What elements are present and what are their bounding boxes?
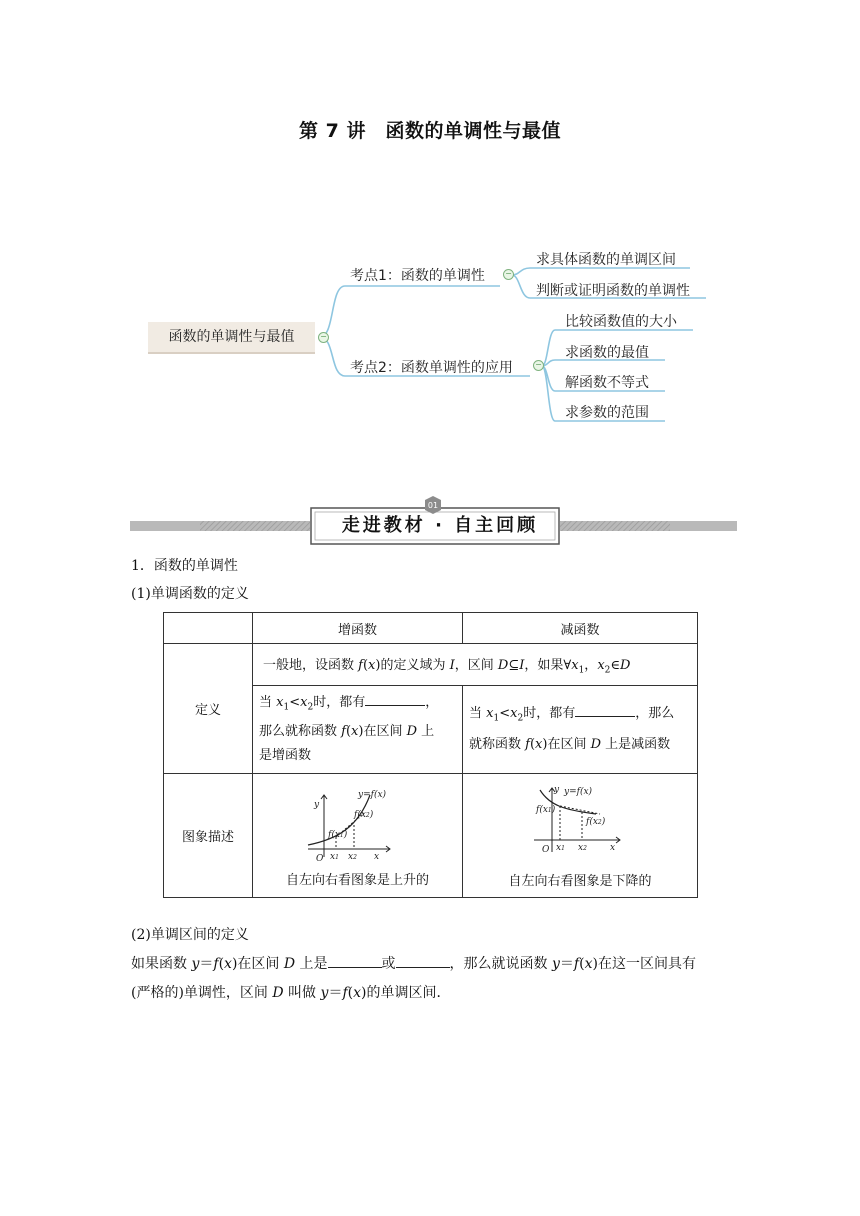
row-header-definition: 定义 [164,644,253,774]
svg-text:y: y [313,800,319,810]
svg-text:x2: x2 [347,852,357,862]
svg-text:f(x1): f(x1) [536,805,556,815]
svg-text:x: x [373,852,379,862]
svg-text:x: x [610,843,616,853]
heading-1-2: (2)单调区间的定义 [131,927,249,943]
heading-1-1: (1)单调函数的定义 [131,586,249,602]
definition-decreasing: 当 $x_1<x_2$时，都有 ，那么 就称函数 f(x)在区间 D 上是减函数 [463,686,698,774]
definition-table [163,612,698,898]
decreasing-graph [520,784,640,864]
mindmap-leaf: 解函数不等式 [565,375,649,391]
svg-text:O: O [315,854,323,864]
col-header-decreasing: 减函数 [463,613,698,644]
section-badge: 01 [427,501,439,510]
mindmap-leaf: 求具体函数的单调区间 [536,252,676,268]
section-banner [0,0,860,560]
collapse-icon: − [503,269,514,280]
definition-increasing: 当 $x_1<x_2$时，都有 ， 那么就称函数 f(x)在区间 D 上 是增函数 [253,686,463,774]
page-title: 第 7 讲 函数的单调性与最值 [299,120,561,142]
svg-text:f(x1): f(x1) [327,830,347,840]
row-header-graph: 图象描述 [164,774,253,898]
graph-increasing-caption: 自左向右看图象是上升的 [285,873,429,888]
collapse-icon: − [318,332,329,343]
svg-text:O: O [542,845,550,855]
heading-1: 1．函数的单调性 [131,558,238,574]
graph-decreasing-caption: 自左向右看图象是下降的 [508,874,652,889]
svg-text:y: y [554,785,560,795]
interval-definition-line1: 如果函数 y＝f(x)在区间 D 上是 或 ，那么就说函数 y＝f(x)在这一区间具有 [131,956,696,972]
mindmap-branch-1: 考点1：函数的单调性 [350,268,485,284]
svg-text:y=f(x): y=f(x) [357,790,386,800]
mindmap-root: 函数的单调性与最值 [148,322,315,352]
svg-text:f(x2): f(x2) [353,810,373,820]
definition-common-text: 一般地，设函数 f(x)的定义域为 I，区间 D⊆I，如果$\forall x_1$，$x_2\in D$ [253,644,698,686]
mindmap-leaf: 比较函数值的大小 [565,314,677,330]
col-header-increasing: 增函数 [253,613,463,644]
svg-text:x1: x1 [556,843,565,853]
collapse-icon: − [533,360,544,371]
svg-text:f(x2): f(x2) [586,817,606,827]
table-corner-cell [164,613,253,644]
mindmap-branch-2: 考点2：函数单调性的应用 [350,360,513,376]
svg-text:y=f(x): y=f(x) [564,787,593,797]
mindmap-leaf: 判断或证明函数的单调性 [536,283,690,299]
svg-text:x2: x2 [578,843,587,853]
mindmap-leaf: 求函数的最值 [565,345,649,361]
increasing-graph [298,787,418,867]
mindmap-leaf: 求参数的范围 [565,405,649,421]
svg-text:x1: x1 [329,852,339,862]
graph-decreasing-cell [463,774,698,898]
graph-increasing-cell [253,774,463,898]
section-title: 走进教材 · 自主回顾 [341,515,539,536]
interval-definition-line2: (严格的)单调性，区间 D 叫做 y＝f(x)的单调区间． [131,985,451,1001]
